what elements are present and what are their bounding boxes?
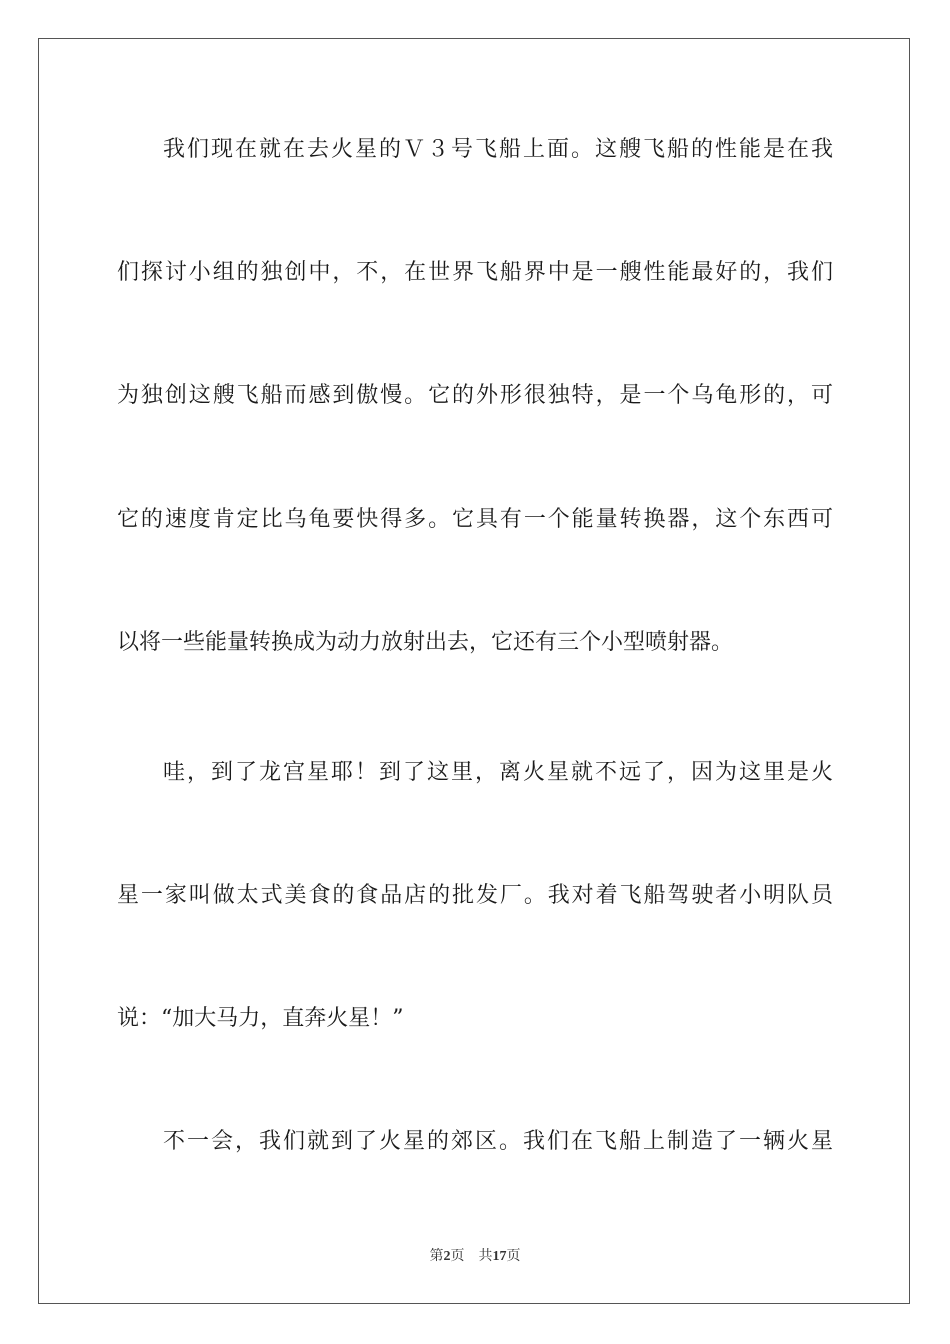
page-suffix: 页 [450, 1248, 465, 1264]
paragraph-line: 以将一些能量转换成为动力放射出去，它还有三个小型喷射器。 [117, 630, 734, 655]
page-prefix: 第 [429, 1248, 444, 1264]
paragraph-line: 为独创这艘飞船而感到傲慢。它的外形很独特，是一个乌龟形的，可 [117, 383, 833, 408]
page-number: 2 [443, 1249, 451, 1264]
total-pages: 17 [492, 1249, 507, 1264]
paragraph-line: 说：“加大马力，直奔火星！” [117, 1006, 404, 1031]
paragraph-line: 它的速度肯定比乌龟要快得多。它具有一个能量转换器，这个东西可 [117, 507, 833, 532]
page-footer [0, 1246, 950, 1266]
paragraph-line: 我们现在就在去火星的Ｖ３号飞船上面。这艘飞船的性能是在我 [163, 137, 833, 162]
total-suffix: 页 [506, 1248, 521, 1264]
page-border [38, 38, 910, 1304]
paragraph-line: 哇，到了龙宫星耶！到了这里，离火星就不远了，因为这里是火 [163, 760, 833, 785]
paragraph-line: 不一会，我们就到了火星的郊区。我们在飞船上制造了一辆火星 [163, 1129, 833, 1154]
total-prefix: 共 [478, 1248, 493, 1264]
paragraph-line: 们探讨小组的独创中，不，在世界飞船界中是一艘性能最好的，我们 [117, 260, 833, 285]
paragraph-line: 星一家叫做太式美食的食品店的批发厂。我对着飞船驾驶者小明队员 [117, 883, 833, 908]
